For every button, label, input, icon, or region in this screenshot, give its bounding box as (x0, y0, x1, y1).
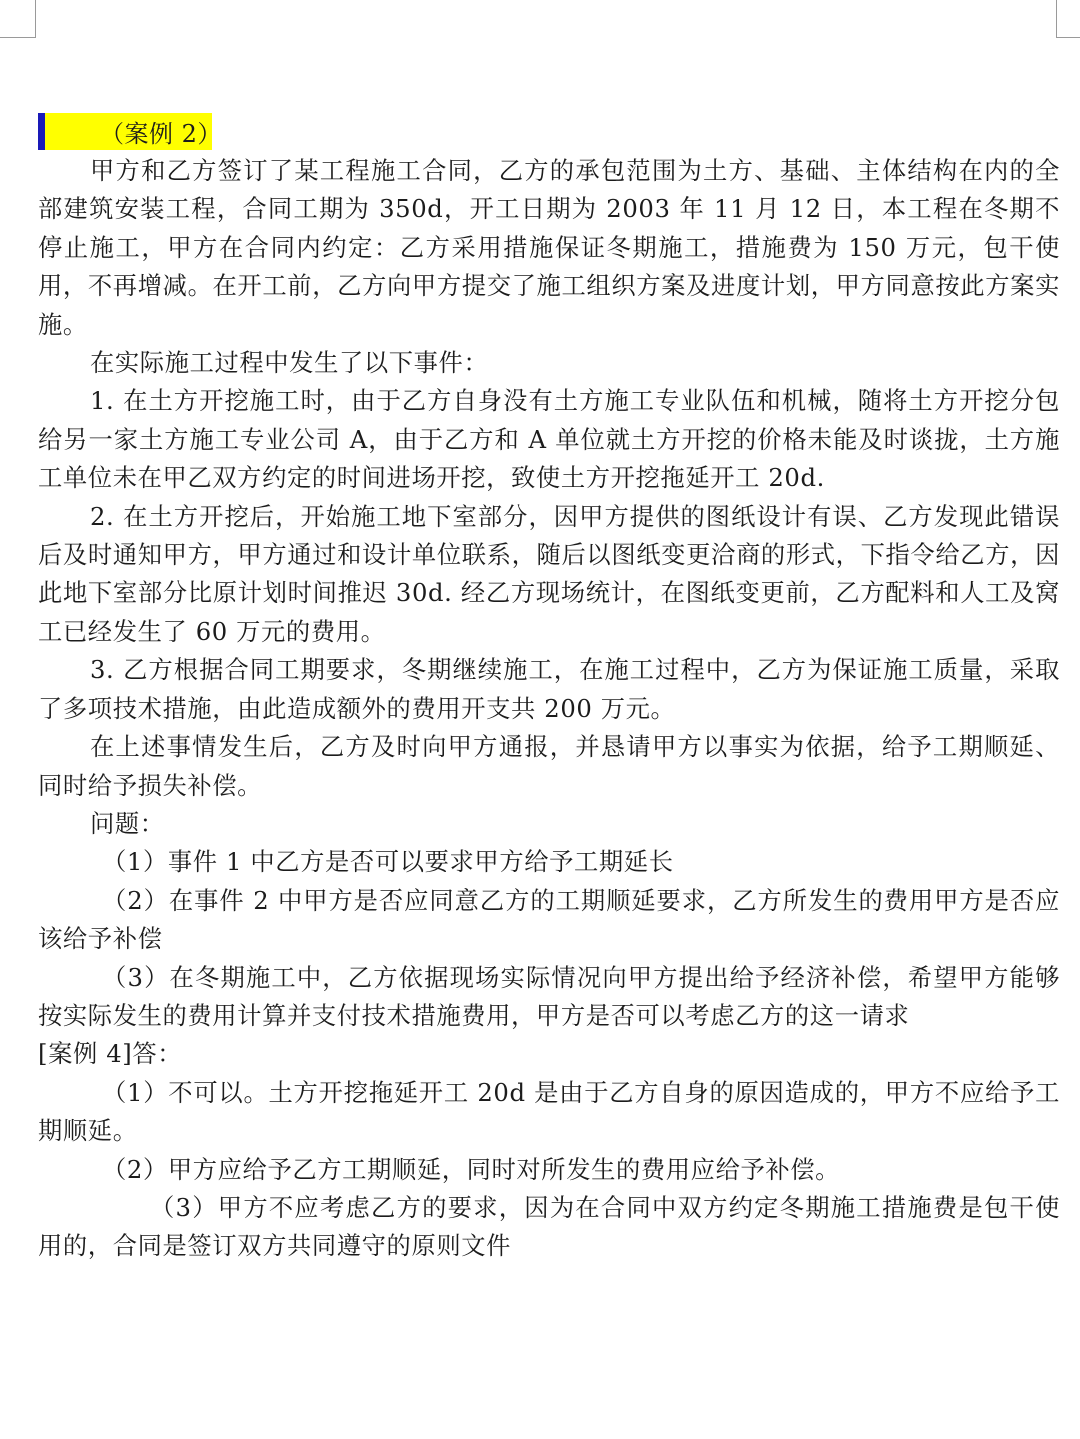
paragraph-intro: 甲方和乙方签订了某工程施工合同，乙方的承包范围为土方、基础、主体结构在内的全部建筑安装工程，合同工期为 350d，开工日期为 2003 年 11 月 12 日，本工程在冬期不停止施工，甲方在合同内约定：乙方采用措施保证冬期施工，措施费为 150 万元，包干使用，不再增减。在开工前，乙方向甲方提交了施工组织方案及进度计划，甲方同意按此方案实施。 (38, 156, 1060, 339)
paragraph-answer-3: （3）甲方不应考虑乙方的要求，因为在合同中双方约定冬期施工措施费是包干使用的，合同是签订双方共同遵守的原则文件 (38, 1192, 1060, 1261)
page-corner-mark-top-left (0, 37, 36, 38)
page-corner-mark-top-right (1056, 0, 1057, 38)
paragraph-question-1: （1）事件 1 中乙方是否可以要求甲方给予工期延长 (102, 847, 674, 877)
paragraph-questions-heading: 问题： (90, 808, 165, 838)
paragraph-answers-heading: [案例 4]答： (38, 1039, 183, 1069)
paragraph-notification: 在上述事情发生后，乙方及时向甲方通报，并恳请甲方以事实为依据，给予工期顺延、同时给予损失补偿。 (38, 732, 1060, 800)
page-corner-mark-top-right (1056, 37, 1080, 38)
paragraph-event-3: 3. 乙方根据合同工期要求，冬期继续施工，在施工过程中，乙方为保证施工质量，采取了多项技术措施，由此造成额外的费用开支共 200 万元。 (38, 655, 1060, 723)
title-marker-bar (38, 113, 45, 150)
paragraph-answer-2: （2）甲方应给予乙方工期顺延，同时对所发生的费用应给予补偿。 (102, 1154, 841, 1184)
case-title (38, 113, 222, 150)
paragraph-answer-1: （1）不可以。土方开挖拖延开工 20d 是由于乙方自身的原因造成的，甲方不应给予工期顺延。 (38, 1077, 1060, 1146)
paragraph-question-2: （2）在事件 2 中甲方是否应同意乙方的工期顺延要求，乙方所发生的费用甲方是否应该给予补偿 (38, 885, 1060, 954)
page-corner-mark-top-left (35, 0, 36, 38)
paragraph-event-1: 1. 在土方开挖施工时，由于乙方自身没有土方施工专业队伍和机械，随将土方开挖分包给另一家土方施工专业公司 A，由于乙方和 A 单位就土方开挖的价格未能及时谈拢，土方施工单位未在甲乙双方约定的时间进场开挖，致使土方开挖拖延开工 20d. (38, 386, 1060, 493)
document-body (38, 152, 1060, 1266)
paragraph-event-2: 2. 在土方开挖后，开始施工地下室部分，因甲方提供的图纸设计有误、乙方发现此错误后及时通知甲方，甲方通过和设计单位联系，随后以图纸变更洽商的形式，下指令给乙方，因此地下室部分比原计划时间推迟 30d. 经乙方现场统计，在图纸变更前，乙方配料和人工及窝工已经发生了 60 万元的费用。 (38, 501, 1060, 646)
paragraph-events-heading: 在实际施工过程中发生了以下事件： (90, 348, 489, 378)
case-title-text: （案例 2） (45, 113, 212, 150)
paragraph-question-3: （3）在冬期施工中，乙方依据现场实际情况向甲方提出给予经济补偿，希望甲方能够按实际发生的费用计算并支付技术措施费用，甲方是否可以考虑乙方的这一请求 (38, 962, 1060, 1030)
